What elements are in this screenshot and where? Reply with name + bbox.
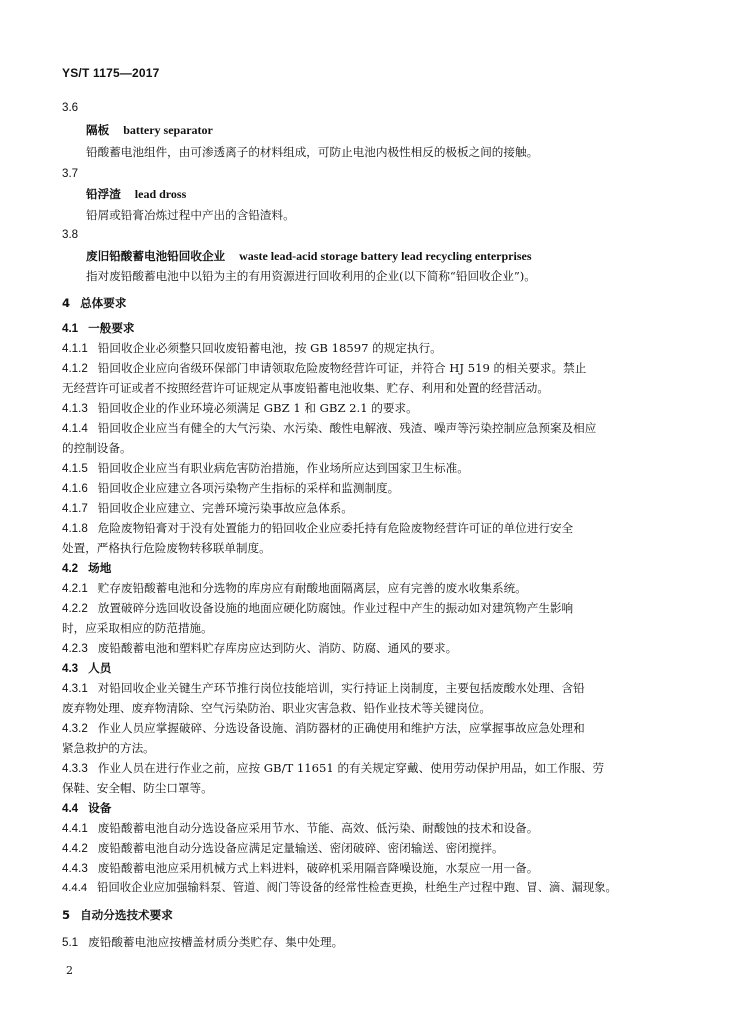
document-code-header: YS/T 1175—2017 xyxy=(62,66,160,80)
clause-3-6-number: 3.6 xyxy=(62,101,79,114)
clause-3-8-term: 废旧铅酸蓄电池铅回收企业 waste lead-acid storage battery lead recycling enterprises xyxy=(86,249,532,263)
chapter-4-heading: 4 总体要求 xyxy=(62,296,127,310)
clause-4-4-4: 4.4.4 铅回收企业应加强输料泵、管道、阀门等设备的经常性检查更换，杜绝生产过程中跑、冒、滴、漏现象。 xyxy=(62,881,617,894)
clause-4-2-2: 4.2.2 放置破碎分选回收设备设施的地面应硬化防腐蚀。作业过程中产生的振动如对建筑物产生影响 xyxy=(62,601,574,615)
section-4-3-heading: 4.3 人员 xyxy=(62,661,112,675)
clause-4-3-1-cont: 废弃物处理、废弃物清除、空气污染防治、职业灾害急救、铅作业技术等关键岗位。 xyxy=(62,701,491,715)
clause-4-3-2: 4.3.2 作业人员应掌握破碎、分选设备设施、消防器材的正确使用和维护方法，应掌握事故应急处理和 xyxy=(62,721,585,735)
clause-4-1-2-cont: 无经营许可证或者不按照经营许可证规定从事废铅蓄电池收集、贮存、利用和处置的经营活动。 xyxy=(62,381,549,395)
clause-3-6-definition: 铅酸蓄电池组件，由可渗透离子的材料组成，可防止电池内极性相反的极板之间的接触。 xyxy=(86,145,539,159)
clause-4-1-6: 4.1.6 铅回收企业应建立各项污染物产生指标的采样和监测制度。 xyxy=(62,481,400,495)
clause-4-1-1: 4.1.1 铅回收企业必须整只回收废铅蓄电池，按 GB 18597 的规定执行。 xyxy=(62,341,442,355)
clause-4-1-5: 4.1.5 铅回收企业应当有职业病危害防治措施，作业场所应达到国家卫生标准。 xyxy=(62,461,469,475)
clause-4-3-2-cont: 紧急救护的方法。 xyxy=(62,741,155,755)
clause-3-7-number: 3.7 xyxy=(62,167,79,180)
section-4-2-heading: 4.2 场地 xyxy=(62,561,112,575)
clause-3-6-term: 隔板 battery separator xyxy=(86,123,213,137)
clause-5-1: 5.1 废铅酸蓄电池应按槽盖材质分类贮存、集中处理。 xyxy=(62,935,344,949)
clause-4-1-8-cont: 处置，严格执行危险废物转移联单制度。 xyxy=(62,541,271,555)
clause-3-7-term: 铅浮渣 lead dross xyxy=(86,187,187,201)
section-4-1-heading: 4.1 一般要求 xyxy=(62,321,135,335)
clause-4-1-4: 4.1.4 铅回收企业应当有健全的大气污染、水污染、酸性电解液、残渣、噪声等污染控制应急预案及相应 xyxy=(62,421,597,435)
clause-4-1-8: 4.1.8 危险废物铅膏对于没有处置能力的铅回收企业应委托持有危险废物经营许可证的单位进行安全 xyxy=(62,521,574,535)
clause-4-4-1: 4.4.1 废铅酸蓄电池自动分选设备应采用节水、节能、高效、低污染、耐酸蚀的技术和设备。 xyxy=(62,821,539,835)
clause-3-7-definition: 铅屑或铅膏冶炼过程中产出的含铅渣料。 xyxy=(86,208,295,222)
clause-4-4-3: 4.4.3 废铅酸蓄电池应采用机械方式上料进料，破碎机采用隔音降噪设施，水泵应一用一备。 xyxy=(62,861,539,875)
clause-4-2-3: 4.2.3 废铅酸蓄电池和塑料贮存库房应达到防火、消防、防腐、通风的要求。 xyxy=(62,641,458,655)
clause-4-1-3: 4.1.3 铅回收企业的作业环境必须满足 GBZ 1 和 GBZ 2.1 的要求。 xyxy=(62,401,418,415)
clause-4-2-1: 4.2.1 贮存废铅酸蓄电池和分选物的库房应有耐酸地面隔离层，应有完善的废水收集系统。 xyxy=(62,581,527,595)
clause-4-1-7: 4.1.7 铅回收企业应建立、完善环境污染事故应急体系。 xyxy=(62,501,353,515)
page-number: 2 xyxy=(66,964,73,977)
section-4-4-heading: 4.4 设备 xyxy=(62,801,112,815)
clause-4-3-3-cont: 保鞋、安全帽、防尘口罩等。 xyxy=(62,781,213,795)
clause-4-4-2: 4.4.2 废铅酸蓄电池自动分选设备应满足定量输送、密闭破碎、密闭输送、密闭搅拌。 xyxy=(62,841,504,855)
clause-3-8-definition: 指对废铅酸蓄电池中以铅为主的有用资源进行回收利用的企业(以下简称“铅回收企业”)。 xyxy=(86,269,536,283)
clause-3-8-number: 3.8 xyxy=(62,228,79,241)
clause-4-1-2: 4.1.2 铅回收企业应向省级环保部门申请领取危险废物经营许可证，并符合 HJ 519 的相关要求。禁止 xyxy=(62,361,587,375)
chapter-5-heading: 5 自动分选技术要求 xyxy=(62,908,173,922)
clause-4-2-2-cont: 时，应采取相应的防范措施。 xyxy=(62,621,213,635)
clause-4-3-1: 4.3.1 对铅回收企业关键生产环节推行岗位技能培训，实行持证上岗制度，主要包括废酸水处理、含铅 xyxy=(62,681,585,695)
clause-4-3-3: 4.3.3 作业人员在进行作业之前，应按 GB/T 11651 的有关规定穿戴、使用劳动保护用品，如工作服、劳 xyxy=(62,761,605,775)
clause-4-1-4-cont: 的控制设备。 xyxy=(62,441,132,455)
